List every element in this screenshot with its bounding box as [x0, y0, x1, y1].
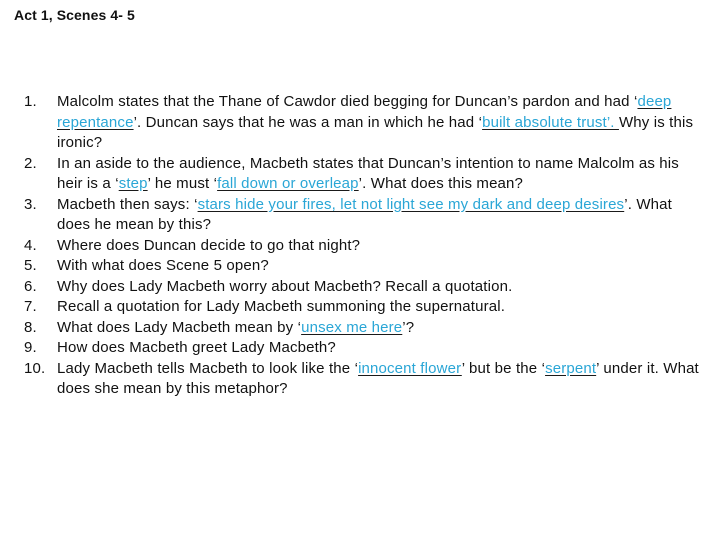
question-item [24, 154, 704, 195]
highlighted-quotation: fall down or overleap [217, 175, 359, 192]
question-text-segment: Why does Lady Macbeth worry about Macbeth? Recall a quotation. [57, 277, 513, 295]
question-text-segment: Lady Macbeth tells Macbeth to look like the ‘ [57, 359, 359, 377]
question-number: 7. [24, 298, 37, 315]
question-text-segment: Why is this ironic? [57, 113, 694, 151]
question-number: 2. [24, 154, 37, 172]
question-text [57, 319, 414, 336]
question-number: 3. [24, 195, 37, 213]
question-text [57, 196, 672, 234]
question-text [57, 278, 512, 295]
question-number: 10. [24, 359, 46, 377]
question-item [24, 318, 704, 339]
question-text-segment: Malcolm states that the Thane of Cawdor died begging for Duncan’s pardon and had ‘ [57, 93, 638, 110]
question-text [57, 298, 505, 315]
question-text-segment: Macbeth then says: ‘ [57, 195, 198, 213]
highlighted-quotation: serpent [545, 359, 597, 377]
question-number: 5. [24, 257, 37, 274]
page-title: Act 1, Scenes 4- 5 [14, 7, 135, 23]
highlighted-quotation: step [118, 175, 148, 192]
question-text [57, 93, 693, 151]
question-text [57, 360, 699, 398]
question-text-segment: ’. Duncan says that he was a man in which he had ‘ [133, 113, 483, 131]
question-text-segment: Recall a quotation for Lady Macbeth summoning the supernatural. [57, 298, 506, 315]
question-text-segment: With what does Scene 5 open? [57, 257, 269, 274]
highlighted-quotation: innocent flower [358, 359, 462, 377]
question-item [24, 92, 704, 154]
question-text-segment: Where does Duncan decide to go that night? [57, 236, 361, 254]
question-item [24, 256, 704, 277]
question-item [24, 338, 704, 359]
question-text-segment: ’? [402, 318, 415, 336]
question-text [57, 339, 336, 356]
question-number: 8. [24, 318, 37, 336]
highlighted-quotation: deep repentance [57, 93, 672, 131]
question-text-segment: ’. What does this mean? [358, 175, 524, 192]
question-item [24, 195, 704, 236]
question-text [57, 257, 269, 274]
question-item [24, 297, 704, 318]
question-number: 1. [24, 93, 37, 110]
question-item [24, 359, 704, 400]
question-text-segment: What does Lady Macbeth mean by ‘ [57, 318, 302, 336]
question-list [24, 92, 704, 400]
question-text [57, 237, 360, 254]
question-number: 4. [24, 236, 37, 254]
question-item [24, 236, 704, 257]
highlighted-quotation: unsex me here [301, 318, 403, 336]
question-text-segment: ’ under it. What does she mean by this metaphor? [57, 359, 699, 397]
question-text [57, 155, 679, 193]
highlighted-quotation: built absolute trust’. [482, 113, 619, 131]
question-text-segment: ’ he must ‘ [147, 175, 218, 192]
question-text-segment: ’ but be the ‘ [461, 359, 546, 377]
question-text-segment: How does Macbeth greet Lady Macbeth? [57, 339, 336, 356]
question-item [24, 277, 704, 298]
question-number: 9. [24, 339, 37, 356]
question-text-segment: ’. What does he mean by this? [57, 195, 672, 233]
question-text-segment: In an aside to the audience, Macbeth states that Duncan’s intention to name Malcolm as his heir is a ‘ [57, 154, 679, 192]
highlighted-quotation: stars hide your fires, let not light see my dark and deep desires [197, 195, 625, 213]
question-number: 6. [24, 277, 37, 295]
